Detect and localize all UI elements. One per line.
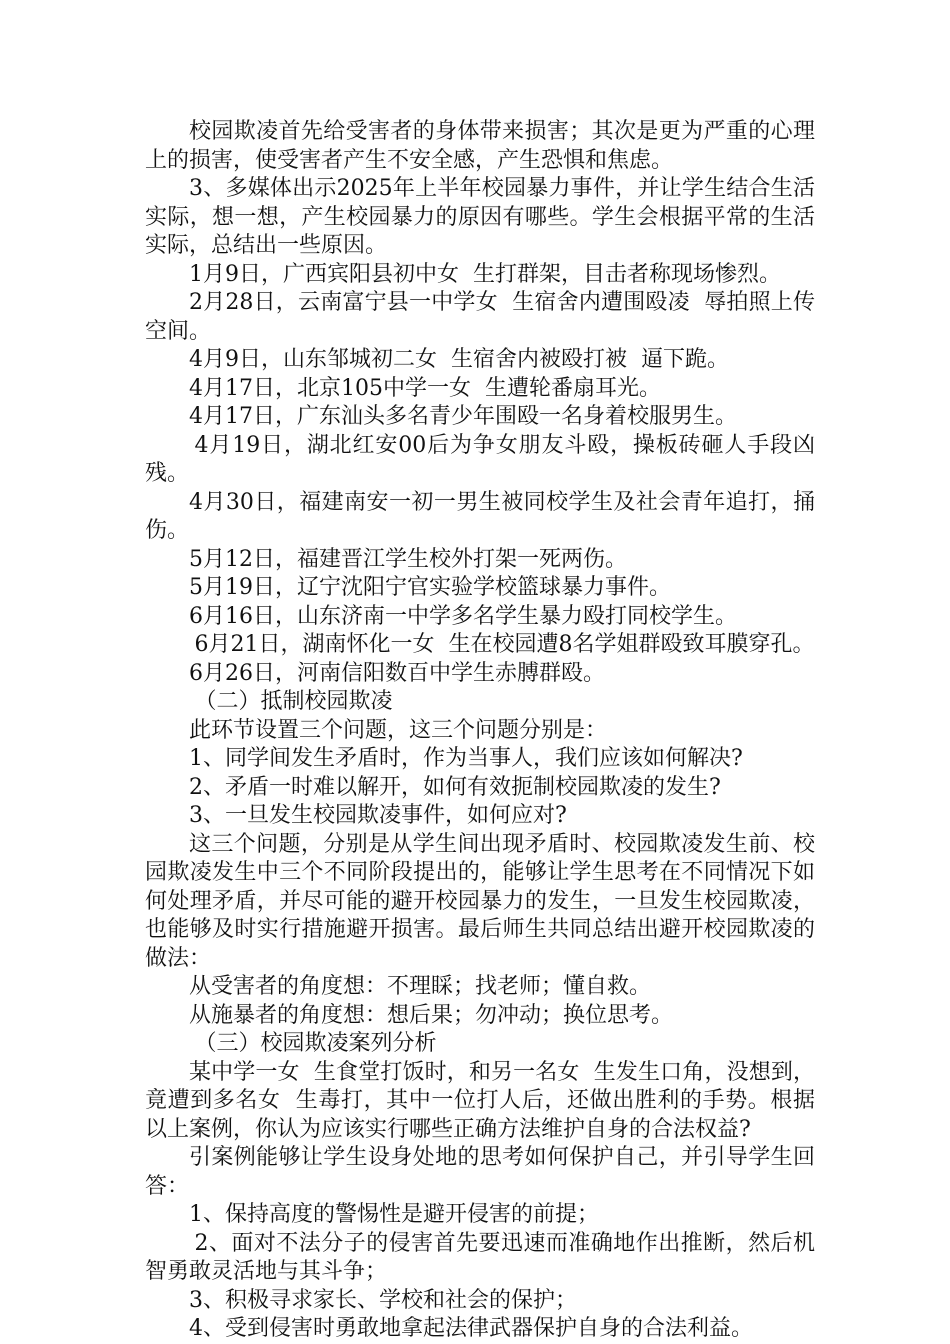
paragraph-case-description: 某中学一女 生食堂打饭时，和另一名女 生发生口角，没想到，竟遭到多名女 生毒打，其中一位打人后，还做出胜利的手势。根据以上案例，你认为应该实行哪些正确方法维护自身的合法权益? bbox=[145, 1059, 815, 1142]
answer-item: 3、积极寻求家长、学校和社会的保护； bbox=[189, 1287, 577, 1313]
event-item: 4月17日，北京105中学一女 生遭轮番扇耳光。 bbox=[189, 375, 661, 401]
question-item: 2、矛盾一时难以解开，如何有效扼制校园欺凌的发生? bbox=[189, 774, 721, 800]
paragraph-multimedia-events: 3、多媒体出示2025年上半年校园暴力事件，并让学生结合生活实际，想一想，产生校园暴力的原因有哪些。学生会根据平常的生活实际，总结出一些原因。 bbox=[145, 176, 815, 258]
document-page bbox=[145, 118, 815, 1344]
question-item: 3、一旦发生校园欺凌事件，如何应对? bbox=[189, 803, 567, 828]
event-item: 5月19日，辽宁沈阳宁官实验学校篮球暴力事件。 bbox=[189, 575, 671, 600]
event-item: 2月28日，云南富宁县一中学女 生宿舍内遭围殴凌 辱拍照上传空间。 bbox=[145, 290, 815, 344]
answer-item: 4、受到侵害时勇敢地拿起法律武器保护自身的合法利益。 bbox=[189, 1316, 753, 1341]
event-item: 1月9日，广西宾阳县初中女 生打群架，目击者称现场惨烈。 bbox=[189, 261, 781, 287]
event-item: 4月30日，福建南安一初一男生被同校学生及社会青年追打，捅伤。 bbox=[145, 489, 815, 543]
event-item: 5月12日，福建晋江学生校外打架一死两伤。 bbox=[189, 546, 627, 572]
paragraph-case-guidance: 引案例能够让学生设身处地的思考如何保护自己，并引导学生回答： bbox=[145, 1145, 815, 1199]
event-item: 4月19日，湖北红安00后为争女朋友斗殴，操板砖砸人手段凶残。 bbox=[145, 432, 815, 486]
section-heading-resist-bullying: （二）抵制校园欺凌 bbox=[194, 689, 393, 714]
paragraph-questions-explanation: 这三个问题，分别是从学生间出现矛盾时、校园欺凌发生前、校园欺凌发生中三个不同阶段提出的，能够让学生思考在不同情况下如何处理矛盾，并尽可能的避开校园暴力的发生，一旦发生校园欺凌，也能够及时实行措施避开损害。最后师生共同总结出避开校园欺凌的做法： bbox=[145, 831, 815, 971]
paragraph-questions-intro: 此环节设置三个问题，这三个问题分别是： bbox=[189, 717, 608, 743]
perpetrator-perspective: 从施暴者的角度想：想后果；勿冲动；换位思考。 bbox=[189, 1002, 674, 1028]
event-item: 6月16日，山东济南一中学多名学生暴力殴打同校学生。 bbox=[189, 603, 737, 629]
event-item: 4月17日，广东汕头多名青少年围殴一名身着校服男生。 bbox=[189, 404, 737, 429]
paragraph-harm-description: 校园欺凌首先给受害者的身体带来损害；其次是更为严重的心理上的损害，使受害者产生不安全感，产生恐惧和焦虑。 bbox=[145, 119, 815, 173]
question-item: 1、同学间发生矛盾时，作为当事人，我们应该如何解决? bbox=[189, 746, 743, 771]
event-item: 6月26日，河南信阳数百中学生赤膊群殴。 bbox=[189, 660, 605, 686]
answer-item: 1、保持高度的警惕性是避开侵害的前提； bbox=[189, 1202, 599, 1227]
event-item: 6月21日，湖南怀化一女 生在校园遭8名学姐群殴致耳膜穿孔。 bbox=[194, 632, 815, 657]
victim-perspective: 从受害者的角度想：不理睬；找老师；懂自救。 bbox=[189, 974, 652, 999]
section-heading-case-analysis: （三）校园欺凌案列分析 bbox=[194, 1031, 437, 1056]
event-item: 4月9日，山东邹城初二女 生宿舍内被殴打被 逼下跪。 bbox=[189, 347, 729, 372]
answer-item: 2、面对不法分子的侵害首先要迅速而准确地作出推断，然后机智勇敢灵活地与其斗争； bbox=[145, 1230, 815, 1284]
